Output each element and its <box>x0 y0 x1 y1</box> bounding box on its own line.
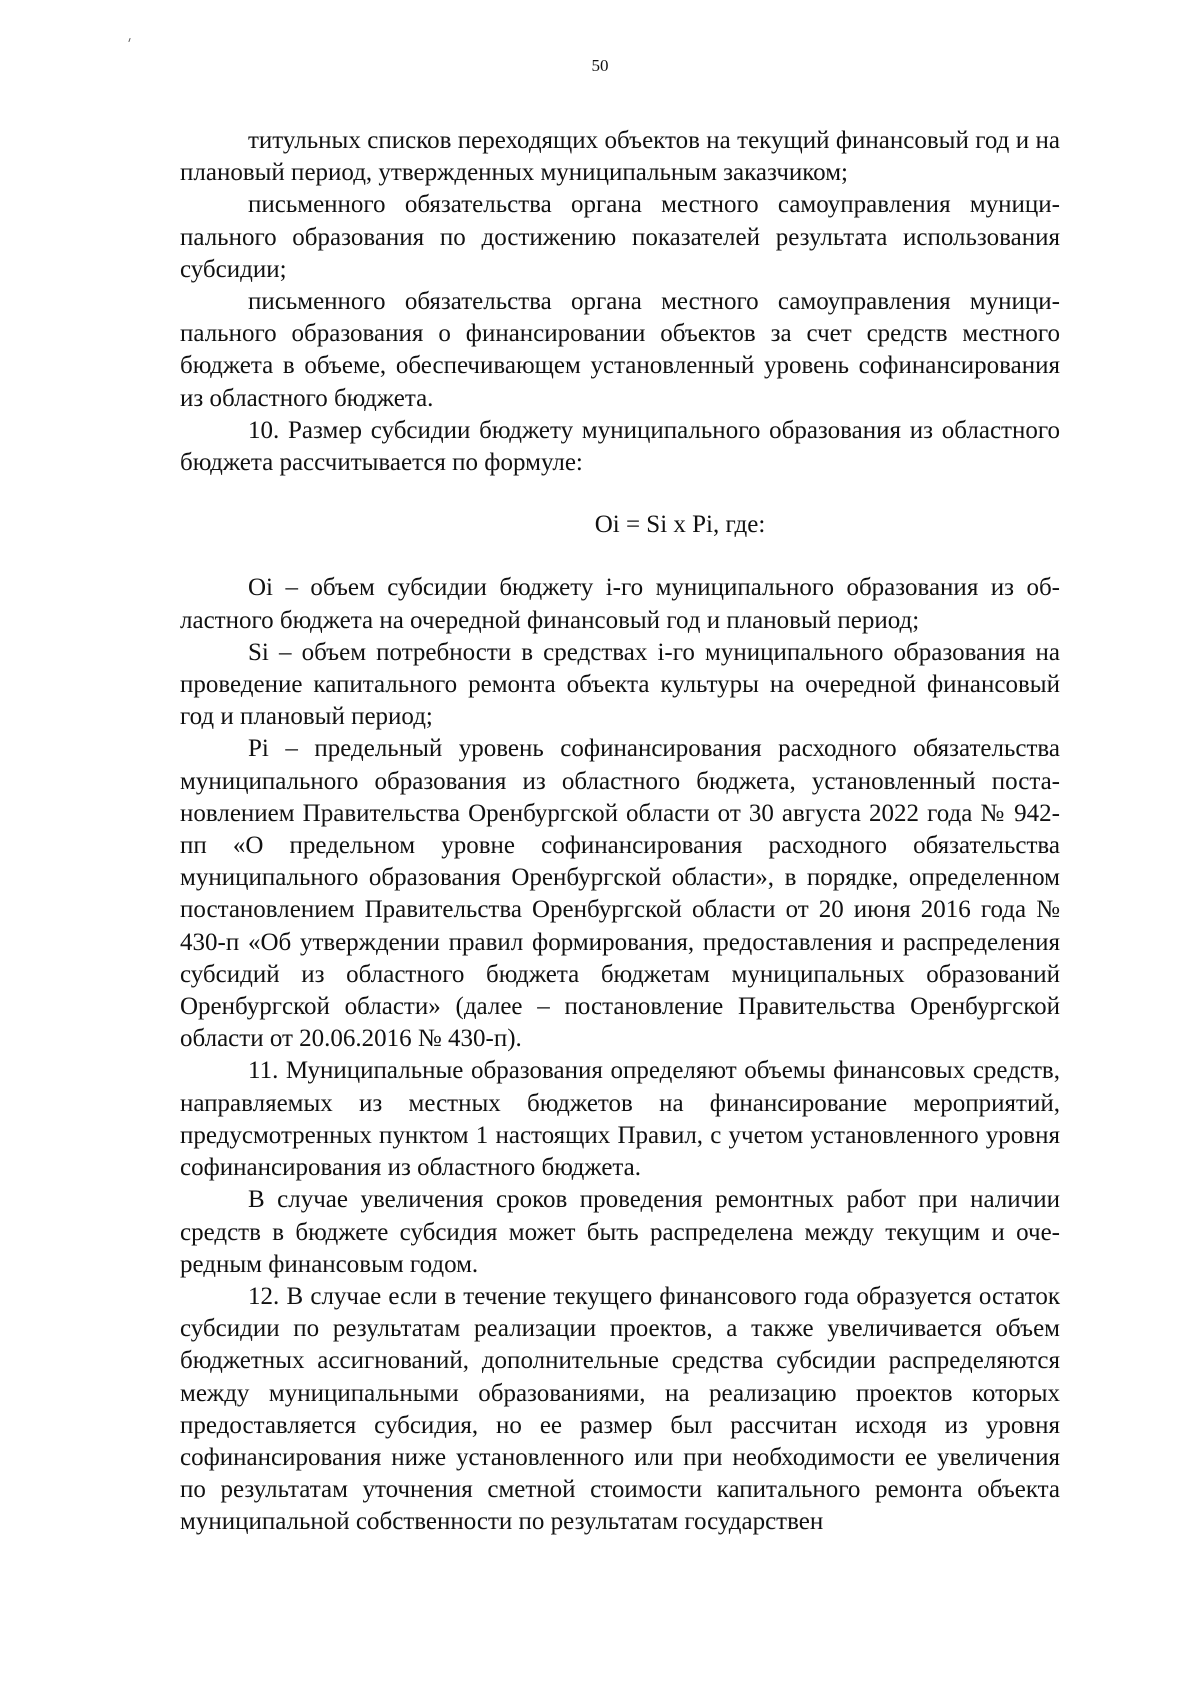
paragraph-pi-definition: Pi – предельный уровень софинансирования расходного обязательства муниципального образования из областного бюджета, установленный постановлением Правительства Оренбургской области от 30 августа 2022 года № 942-пп «О предельном уровне софинансирования расходного обязательства муниципального образования Оренбургской области», в порядке, определенном постановлением Правительства Оренбургской области от 20 июня 2016 года № 430-п «Об утверждении правил формирования, предоставления и распределения субсидий из областного бюджета бюджетам муниципальных образований Оренбургской области» (далее – постановление Правительства Оренбургской области от 20.06.2016 № 430-п). <box>180 735 1060 1053</box>
page-number: 50 <box>591 56 609 75</box>
paragraph-11-municipal-funds: 11. Муниципальные образования определяют объемы финансовых средств, направляемых из местных бюджетов на финансирование мероприятий, предусмотренных пунктом 1 настоящих Правил, с учетом установленного уровня софинансирования из областного бюджета. <box>180 1057 1060 1182</box>
paragraph-oi-definition: Oi – объем субсидии бюджету i-го муниципального образования из областного бюджета на очередной финансовый год и плановый период; <box>180 574 1060 634</box>
paragraph-written-obligation-results: письменного обязательства органа местного самоуправления муниципального образования по достижению показателей результата использования субсидии; <box>180 191 1060 283</box>
paragraph-10-subsidy-size: 10. Размер субсидии бюджету муниципального образования из областного бюджета рассчитывается по формуле: <box>180 416 1060 477</box>
formula: Oi = Si x Pi, где: <box>594 511 766 539</box>
paragraph-written-obligation-financing: письменного обязательства органа местного самоуправления муниципального образования о финансировании объектов за счет средств местного бюджета в объеме, обеспечивающем установленный уровень софинансирования из областного бюджета. <box>180 288 1060 412</box>
document-body <box>180 125 1060 1539</box>
paragraph-title-lists: титульных списков переходящих объектов на текущий финансовый год и на плановый период, утвержденных муниципальным заказчиком; <box>180 127 1060 187</box>
paragraph-si-definition: Si – объем потребности в средствах i-го муниципального образования на проведение капитального ремонта объекта культуры на очередной финансовый год и плановый период; <box>180 638 1060 731</box>
paragraph-repair-extension: В случае увеличения сроков проведения ремонтных работ при наличии средств в бюджете субсидия может быть распределена между текущим и очередным финансовым годом. <box>180 1186 1060 1278</box>
paragraph-12-subsidy-remainder: 12. В случае если в течение текущего финансового года образуется остаток субсидии по результатам реализации проектов, а также увеличивается объем бюджетных ассигнований, дополнительные средства субсидии распределяются между муниципальными образованиями, на реализацию проектов которых предоставляется субсидия, но ее размер был рассчитан исходя из уровня софинансирования ниже установленного или при необходимости ее увеличения по результатам уточнения сметной стоимости капитального ремонта объекта муниципальной собственности по результатам государствен <box>180 1282 1060 1536</box>
scan-speck <box>128 38 130 42</box>
